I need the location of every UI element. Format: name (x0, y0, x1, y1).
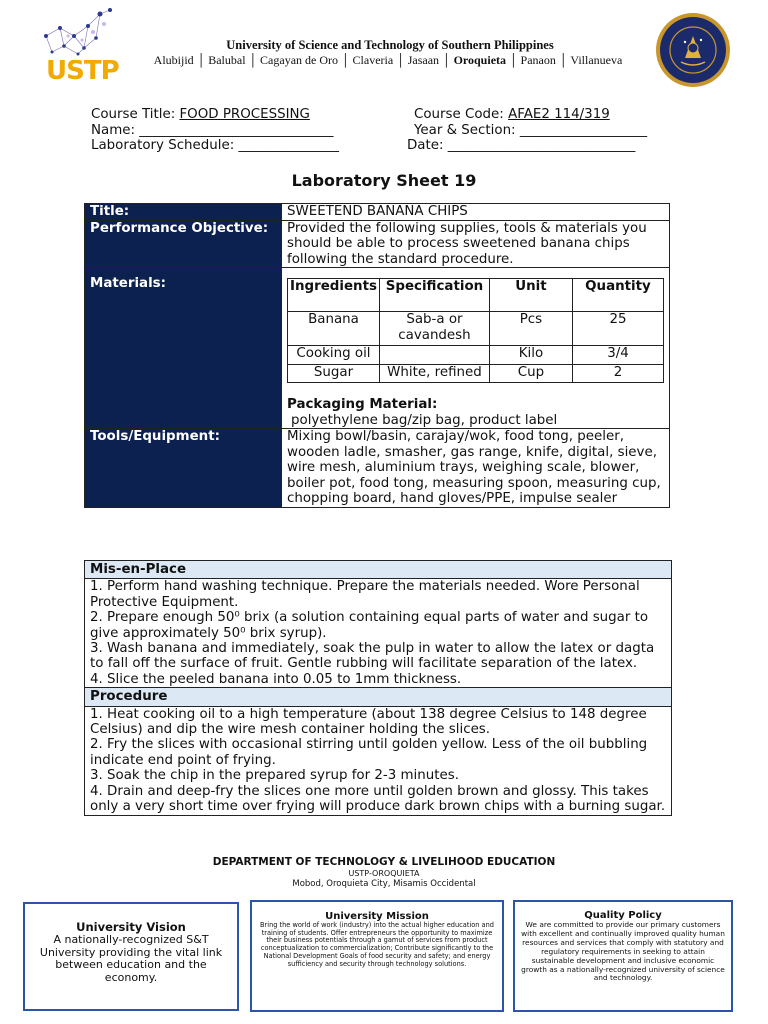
ustp-logo (38, 6, 128, 88)
mis-en-place-body (85, 579, 671, 687)
quality-policy-box (513, 900, 733, 1012)
address: Mobod, Oroquieta City, Misamis Occidental (292, 879, 476, 889)
tools-value: Mixing bowl/basin, carajay/wok, food tong, peeler, wooden ladle, smasher, gas range, knife, digital, sieve, wire mesh, aluminium trays, weighing scale, blower, boiler pot, food tong, measuring spoon, measuring cup, chopping board, hand gloves/PPE, impulse sealer (282, 429, 670, 508)
packaging-value: polyethylene bag/zip bag, product label (291, 412, 558, 428)
policy-text: We are committed to provide our primary customers with excellent and continually improved quality human resources and services that comply with statutory and regulatory requirements in seeking to attain sustainable development and inclusive economic growth as a nationally-recognized university of science and technology. (521, 920, 725, 983)
course-title-value: FOOD PROCESSING (179, 107, 310, 122)
campus-name-highlighted: Oroquieta (453, 53, 507, 67)
table-row (288, 346, 664, 365)
table-cell (379, 346, 489, 365)
column-header: Quantity (572, 279, 663, 312)
date-blank[interactable]: ____________________________ (447, 138, 636, 153)
campus-name: Cagayan de Oro (260, 53, 339, 67)
schedule-blank[interactable]: _______________ (238, 138, 339, 153)
date-label: Date: (407, 138, 444, 153)
course-title-row (91, 107, 310, 122)
campus-name: Alubijid (153, 53, 194, 67)
mis-en-place-heading: Mis-en-Place (85, 561, 671, 579)
objective-value: Provided the following supplies, tools & materials you should be able to process sweetened banana chips following the standard procedure. (282, 220, 670, 268)
table-cell: Banana (288, 312, 380, 346)
list-item: 2. Prepare enough 50⁰ brix (a solution containing equal parts of water and sugar to give approximately 50⁰ brix syrup). (90, 610, 649, 641)
list-item: 3. Wash banana and immediately, soak the pulp in water to allow the latex or dagta to fall off the surface of fruit. Gentle rubbing will facilitate separation of the latex. (90, 641, 655, 672)
year-section-label: Year & Section: (414, 123, 516, 138)
department-name: DEPARTMENT OF TECHNOLOGY & LIVELIHOOD EDUCATION (212, 856, 556, 868)
sheet-title: Laboratory Sheet 19 (291, 171, 477, 190)
mission-title: University Mission (325, 911, 429, 922)
table-header-row (288, 279, 664, 312)
vision-box (23, 902, 239, 1011)
campus-name: Panaon (520, 53, 556, 67)
name-row (91, 123, 333, 138)
table-row (288, 312, 664, 346)
list-item: 1. Perform hand washing technique. Prepare the materials needed. Wore Personal Protective Equipment. (90, 579, 640, 610)
materials-cell (282, 268, 670, 429)
name-blank[interactable]: _____________________________ (139, 123, 334, 138)
objective-label: Performance Objective: (85, 220, 282, 268)
procedure-box (84, 560, 672, 816)
year-section-row (414, 123, 647, 138)
campus-list: Alubijid │ Balubal │ Cagayan de Oro │ Claveria │ Jasaan │ Oroquieta │ Panaon │ Villanueva (153, 53, 623, 67)
course-code-row (414, 107, 610, 122)
table-row (85, 220, 670, 268)
table-cell: 3/4 (572, 346, 663, 365)
lab-info-table (84, 203, 670, 508)
department-seal-icon (655, 12, 731, 88)
course-title-label: Course Title: (91, 107, 176, 122)
list-item: 3. Soak the chip in the prepared syrup for 2-3 minutes. (90, 768, 459, 784)
table-cell: Cup (489, 364, 572, 383)
schedule-label: Laboratory Schedule: (91, 138, 235, 153)
ustp-logo-text: USTP (46, 56, 119, 86)
table-row (85, 429, 670, 508)
name-label: Name: (91, 123, 136, 138)
vision-text: A nationally-recognized S&T University providing the vital link between education and the economy. (39, 933, 223, 984)
column-header: Unit (489, 279, 572, 312)
packaging-label: Packaging Material: (287, 397, 438, 412)
campus-name: Villanueva (570, 53, 623, 67)
table-row (85, 268, 670, 429)
university-name: University of Science and Technology of Southern Philippines (226, 38, 554, 52)
column-header: Ingredients (288, 279, 380, 312)
table-cell: 2 (572, 364, 663, 383)
procedure-body (85, 707, 671, 815)
materials-label: Materials: (85, 268, 282, 429)
date-row (407, 138, 635, 153)
campus-name: Balubal (208, 53, 246, 67)
campus-name: USTP-OROQUIETA (348, 869, 420, 878)
table-cell: White, refined (379, 364, 489, 383)
course-code-value: AFAE2 114/319 (508, 107, 610, 122)
vision-title: University Vision (76, 920, 186, 934)
list-item: 2. Fry the slices with occasional stirring until golden yellow. Less of the oil bubbling indicate end point of frying. (90, 737, 648, 768)
list-item: 4. Drain and deep-fry the slices one more until golden brown and glossy. This takes only a very short time over frying will produce dark brown chips with a burning sugar. (90, 783, 666, 815)
ingredients-table (287, 278, 664, 383)
table-cell: 25 (572, 312, 663, 346)
policy-title: Quality Policy (584, 910, 662, 921)
title-value: SWEETEND BANANA CHIPS (282, 204, 670, 221)
list-item: 4. Slice the peeled banana into 0.05 to 1mm thickness. (90, 671, 462, 687)
campus-name: Claveria (352, 53, 394, 67)
table-cell: Cooking oil (288, 346, 380, 365)
year-section-blank[interactable]: ___________________ (519, 123, 648, 138)
course-code-label: Course Code: (414, 107, 504, 122)
tools-label: Tools/Equipment: (85, 429, 282, 508)
table-cell: Pcs (489, 312, 572, 346)
title-label: Title: (85, 204, 282, 221)
table-cell: Sab-a or cavandesh (379, 312, 489, 346)
mission-box (250, 900, 504, 1012)
table-cell: Sugar (288, 364, 380, 383)
table-row (288, 364, 664, 383)
table-row (85, 204, 670, 221)
column-header: Specification (379, 279, 489, 312)
list-item: 1. Heat cooking oil to a high temperature (about 138 degree Celsius to 148 degree Celsius) and dip the wire mesh container holding the slices. (90, 706, 647, 738)
campus-name: Jasaan (407, 53, 440, 67)
table-cell: Kilo (489, 346, 572, 365)
mission-text: Bring the world of work (industry) into the actual higher education and training of students. Offer entrepreneurs the opportunity to maximize their business potentials through a gamut of services from product conceptualization to commercialization; Contribute significantly to the National Development Goals of food security and safety; and energy sufficiency and security through technology solutions. (260, 921, 494, 968)
schedule-row (91, 138, 339, 153)
procedure-heading: Procedure (85, 687, 671, 706)
